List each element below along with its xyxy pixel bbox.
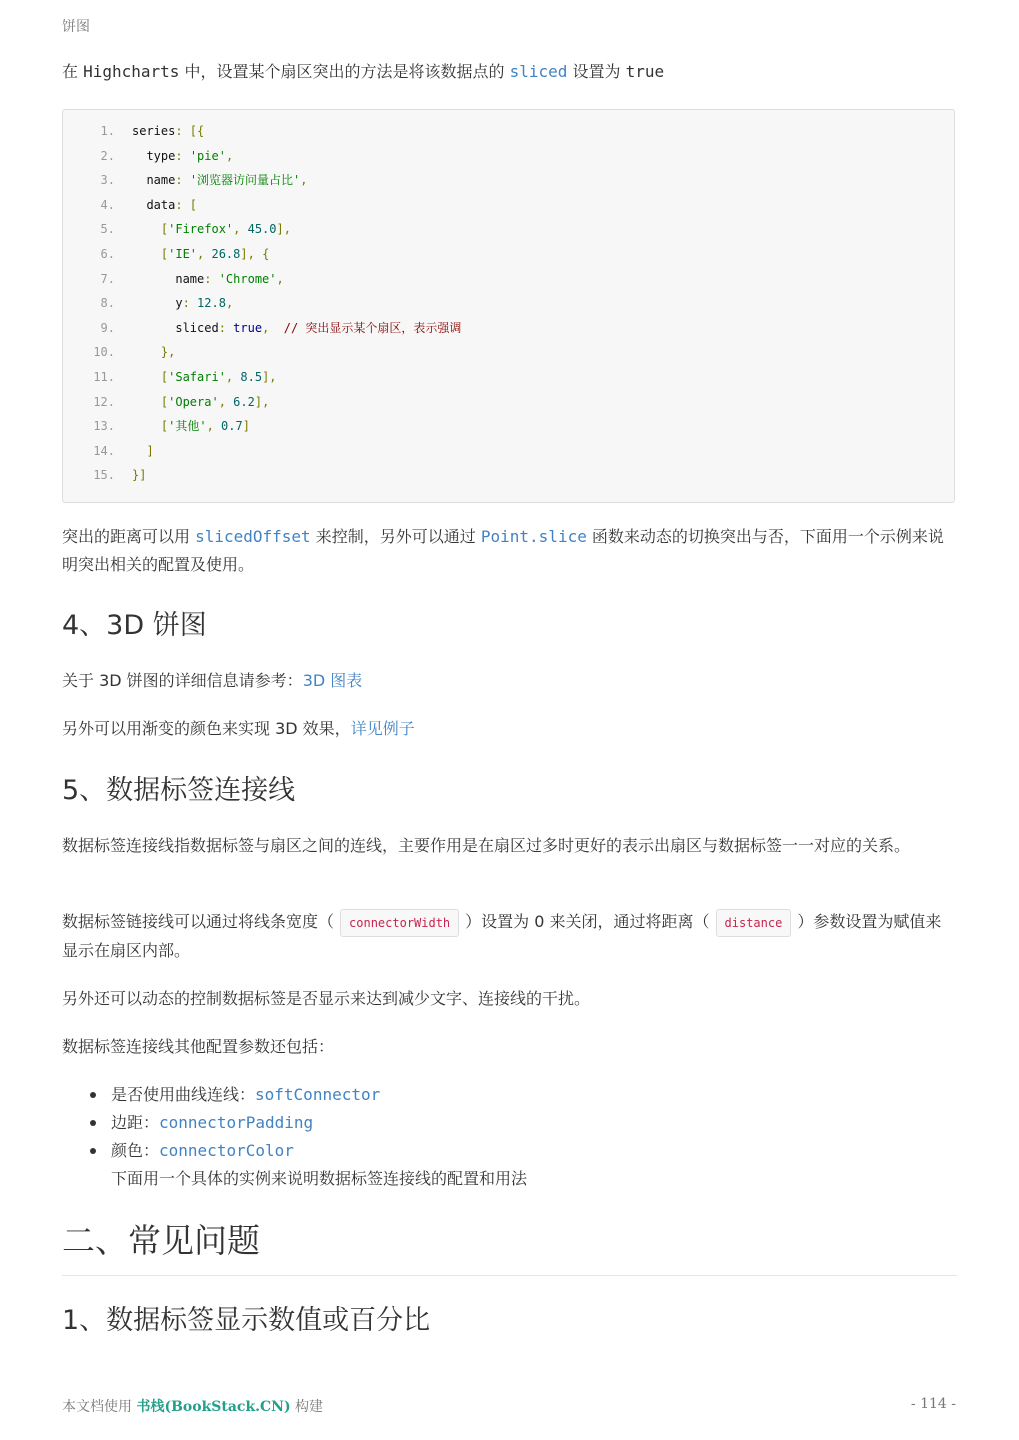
distance-code: distance (716, 909, 792, 937)
section4-heading: 4、3D 饼图 (62, 610, 207, 641)
code-text (132, 267, 284, 291)
code-token: 'pie' (189, 148, 226, 163)
code-token: : (204, 271, 219, 286)
code-token: 8.5 (240, 370, 263, 384)
connector-options-list (62, 1081, 527, 1193)
sliced-code: sliced (509, 62, 568, 81)
code-token: : (175, 173, 190, 188)
code-text (132, 414, 250, 438)
line-number: 15. (93, 468, 115, 483)
code-text (132, 390, 269, 414)
code-text (132, 365, 277, 389)
code-token: : [{ (175, 124, 205, 138)
code-token: 26.8 (211, 247, 241, 261)
code-token: // 突出显示某个扇区，表示强调 (283, 320, 462, 335)
code-token: sliced (132, 320, 219, 335)
line-number: 9. (100, 320, 115, 335)
code-token: , (206, 419, 222, 434)
code-token: , (276, 271, 284, 286)
point-slice-link[interactable]: Point.slice (480, 527, 587, 546)
intro-middle: 中，设置某个扇区突出的方法是将该数据点的 (179, 62, 510, 81)
code-token: , (233, 222, 248, 237)
section5-p2-a: 数据标签链接线可以通过将线条宽度（ (62, 912, 335, 931)
code-token: 'IE' (168, 247, 198, 261)
code-token: name (132, 271, 205, 286)
line-number: 7. (100, 271, 115, 286)
section5-p3: 另外还可以动态的控制数据标签是否显示来达到减少文字、连接线的干扰。 (62, 989, 591, 1008)
footer-credit (62, 1396, 323, 1416)
code-text (132, 144, 233, 168)
code-token: 12.8 (197, 296, 226, 311)
slice-para-c: 函数来动态的切换突出与否，下面用一个示例来说明突出相关的配置及使用。 (62, 527, 944, 574)
section4-p2 (62, 715, 957, 743)
line-number: 3. (100, 173, 115, 188)
code-token: ] (242, 419, 250, 434)
line-number: 6. (100, 247, 115, 261)
code-token: series (132, 124, 176, 138)
code-text (132, 340, 175, 364)
sliced-offset-link[interactable]: slicedOffset (195, 527, 311, 546)
code-token: [ (132, 394, 169, 409)
code-token: ], (254, 394, 270, 409)
line-number: 10. (93, 345, 115, 360)
connector-width-code: connectorWidth (340, 909, 459, 937)
line-number: 2. (100, 148, 115, 163)
footer-prefix: 本文档使用 (62, 1399, 137, 1415)
code-text (132, 119, 204, 143)
code-text (132, 193, 197, 217)
code-block (62, 109, 955, 503)
code-token: '浏览器访问量占比' (189, 173, 301, 188)
code-text (132, 242, 269, 266)
code-token: , (225, 296, 234, 311)
code-text (132, 463, 146, 487)
code-text (132, 168, 308, 192)
chapter2-heading: 二、常见问题 (62, 1221, 260, 1260)
code-token: 'Firefox' (168, 222, 234, 237)
code-token: '其他' (168, 419, 207, 434)
sliced-offset-paragraph (62, 523, 957, 579)
code-token: 45.0 (247, 222, 277, 237)
code-token: 'Safari' (168, 370, 226, 384)
after-list-text: 下面用一个具体的实例来说明数据标签连接线的配置和用法 (111, 1169, 528, 1188)
connector-padding-link[interactable]: connectorPadding (159, 1113, 314, 1132)
code-token: true (233, 320, 263, 335)
code-token: , (262, 320, 284, 335)
code-token: [ (132, 370, 169, 384)
intro-product: Highcharts (83, 62, 180, 81)
code-token: ], (262, 370, 277, 384)
chapter2-sub1-heading: 1、数据标签显示数值或百分比 (62, 1305, 431, 1336)
code-token: ], (276, 222, 291, 237)
code-token: , (225, 370, 241, 384)
code-token: : (175, 148, 190, 163)
bullet-dot (90, 1092, 96, 1098)
slice-para-b: 来控制，另外可以通过 (310, 527, 481, 546)
code-token: 0.7 (221, 419, 243, 434)
line-number: 5. (100, 222, 115, 237)
code-token: 6.2 (233, 394, 255, 409)
section4-p1-text: 关于 3D 饼图的详细信息请参考： (62, 671, 303, 690)
line-number: 13. (93, 419, 115, 434)
line-number: 4. (100, 197, 115, 212)
code-text (132, 439, 154, 463)
code-text (132, 291, 233, 315)
bullet-label: 颜色： (111, 1141, 160, 1160)
code-token: : (182, 296, 198, 311)
footer-suffix: 构建 (290, 1399, 324, 1415)
list-item (62, 1109, 527, 1137)
section4-p2-text: 另外可以用渐变的颜色来实现 3D 效果， (62, 719, 351, 738)
code-token: , (225, 148, 234, 163)
example-link[interactable]: 详见例子 (350, 719, 415, 738)
section5-heading: 5、数据标签连接线 (62, 775, 296, 806)
line-number: 12. (93, 394, 115, 409)
code-token: ], { (240, 247, 270, 261)
code-token: [ (132, 247, 169, 261)
section5-p2-c: ）参数设置为赋值来显示在扇区内部。 (62, 912, 942, 960)
intro-middle2: 设置为 (567, 62, 626, 81)
line-number: 1. (100, 124, 115, 138)
code-token: , (300, 173, 308, 188)
code-token: }] (132, 468, 147, 483)
3d-chart-link[interactable]: 3D 图表 (302, 671, 363, 690)
code-token: data (132, 197, 176, 212)
code-token: [ (132, 222, 169, 237)
code-token: , (197, 247, 212, 261)
code-token: 'Opera' (168, 394, 219, 409)
code-token: , (218, 394, 234, 409)
page-number: - 114 - (910, 1396, 956, 1412)
connector-color-link[interactable]: connectorColor (159, 1141, 294, 1160)
section5-p2-b: ）设置为 0 来关闭，通过将距离（ (465, 912, 710, 931)
code-token: type (132, 148, 176, 163)
section5-p1: 数据标签连接线指数据标签与扇区之间的连线，主要作用是在扇区过多时更好的表示出扇区与数据标签一一对应的关系。 (62, 836, 911, 855)
line-number: 14. (93, 443, 115, 458)
intro-paragraph (62, 58, 957, 86)
code-token: [ (132, 419, 169, 434)
bullet-label: 是否使用曲线连线： (111, 1085, 256, 1104)
code-token: : (218, 320, 234, 335)
heading-divider (62, 1275, 957, 1276)
code-token: 'Chrome' (218, 271, 277, 286)
true-code: true (625, 62, 665, 81)
code-token: y (132, 296, 183, 311)
code-token: }, (132, 345, 176, 360)
bookstack-link[interactable]: 书栈(BookStack.CN) (136, 1399, 291, 1415)
list-item (62, 1137, 527, 1165)
code-token: ] (132, 443, 154, 458)
bullet-dot (90, 1120, 96, 1126)
section4-p1 (62, 667, 957, 695)
code-text (132, 217, 291, 241)
section5-p4: 数据标签连接线其他配置参数还包括： (62, 1037, 335, 1056)
code-token: : [ (175, 197, 198, 212)
bullet-dot (90, 1148, 96, 1154)
code-text (132, 316, 461, 340)
running-head: 饼图 (62, 19, 90, 35)
soft-connector-link[interactable]: softConnector (255, 1085, 381, 1104)
slice-para-a: 突出的距离可以用 (62, 527, 196, 546)
list-item (62, 1165, 527, 1193)
list-item (62, 1081, 527, 1109)
line-number: 8. (100, 296, 115, 311)
intro-prefix: 在 (62, 62, 84, 81)
bullet-label: 边距： (111, 1113, 160, 1132)
line-number: 11. (93, 370, 115, 384)
code-token: name (132, 173, 176, 188)
section5-p2 (62, 908, 957, 965)
